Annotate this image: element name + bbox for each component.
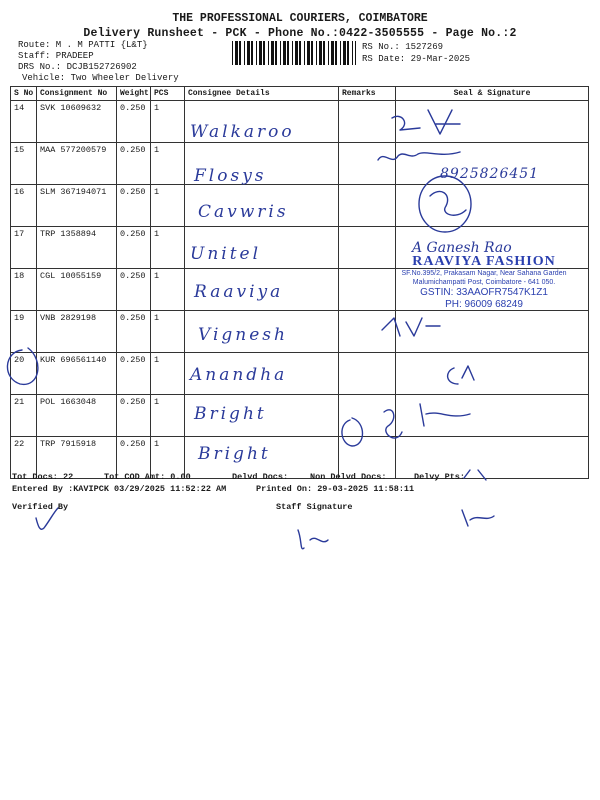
col-header-pcs: PCS xyxy=(151,87,185,101)
entered-by: Entered By :KAVIPCK 03/29/2025 11:52:22 AM xyxy=(12,484,227,494)
signature-row20 xyxy=(448,366,474,384)
pcs-cell: 1 xyxy=(151,185,185,227)
consignment-cell: SLM 367194071 xyxy=(37,185,117,227)
pcs-cell: 1 xyxy=(151,143,185,185)
sno-cell: 19 xyxy=(11,311,37,353)
col-header-sno: S No xyxy=(11,87,37,101)
weight-cell: 0.250 xyxy=(117,395,151,437)
handwritten-consignee: Raaviya xyxy=(194,282,284,302)
circle-mark-row20 xyxy=(7,348,37,384)
staff: Staff: PRADEEP xyxy=(18,51,94,61)
signature-row21 xyxy=(384,404,470,438)
sno-cell: 15 xyxy=(11,143,37,185)
weight-cell: 0.250 xyxy=(117,311,151,353)
pcs-cell: 1 xyxy=(151,227,185,269)
staff-signature-label: Staff Signature xyxy=(276,502,353,512)
printed-on: Printed On: 29-03-2025 11:58:11 xyxy=(256,484,415,494)
weight-cell: 0.250 xyxy=(117,437,151,479)
consignment-cell: KUR 696561140 xyxy=(37,353,117,395)
handwritten-phone: 8925826451 xyxy=(440,166,540,182)
handwritten-consignee: Unitel xyxy=(190,244,262,264)
runsheet-subtitle: Delivery Runsheet - PCK - Phone No.:0422-3505555 - Page No.:2 xyxy=(83,27,517,40)
handwritten-consignee: Bright xyxy=(194,404,267,424)
consignment-cell: TRP 1358894 xyxy=(37,227,117,269)
staff-signature xyxy=(298,530,328,549)
consignment-cell: MAA 577200579 xyxy=(37,143,117,185)
pcs-cell: 1 xyxy=(151,101,185,143)
sno-cell: 21 xyxy=(11,395,37,437)
consignment-cell: POL 1663048 xyxy=(37,395,117,437)
handwritten-consignee: Anandha xyxy=(190,365,288,385)
sno-cell: 22 xyxy=(11,437,37,479)
delivery-points: Delvy Pts: xyxy=(414,472,466,482)
handwritten-consignee: Flosys xyxy=(194,166,267,186)
drs-number: DRS No.: DCJB152726902 xyxy=(18,62,137,72)
stamp-gstin: GSTIN: 33AAOFR7547K1Z1 xyxy=(420,287,548,298)
handwritten-consignee: Cavwris xyxy=(198,202,289,222)
col-header-seal: Seal & Signature xyxy=(396,87,589,101)
verified-by-label: Verified By xyxy=(12,502,69,512)
pcs-cell: 1 xyxy=(151,311,185,353)
sno-cell: 16 xyxy=(11,185,37,227)
handwritten-consignee: Walkaroo xyxy=(190,122,295,142)
col-header-weight: Weight xyxy=(117,87,151,101)
route: Route: M . M PATTI {L&T} xyxy=(18,40,148,50)
round-seal xyxy=(419,176,471,232)
consignment-cell: TRP 7915918 xyxy=(37,437,117,479)
consignment-cell: VNB 2829198 xyxy=(37,311,117,353)
signature-row14 xyxy=(392,110,460,134)
weight-cell: 0.250 xyxy=(117,353,151,395)
pcs-cell: 1 xyxy=(151,395,185,437)
handwritten-consignee: Vignesh xyxy=(198,325,288,345)
col-header-remarks: Remarks xyxy=(339,87,396,101)
weight-cell: 0.250 xyxy=(117,185,151,227)
entered-mark xyxy=(464,470,486,480)
delivered-docs: Delvd Docs: xyxy=(232,472,289,482)
sno-cell: 18 xyxy=(11,269,37,311)
pcs-cell: 1 xyxy=(151,269,185,311)
right-signature xyxy=(462,510,494,526)
stamp-address-2: Malumichampatti Post, Coimbatore - 641 050. xyxy=(412,279,556,286)
rs-number: RS No.: 1527269 xyxy=(362,42,444,52)
stamp-phone: PH: 96009 68249 xyxy=(445,299,523,310)
sno-cell: 20 xyxy=(11,353,37,395)
weight-cell: 0.250 xyxy=(117,269,151,311)
signature-row15 xyxy=(378,152,460,160)
consignment-cell: CGL 10055159 xyxy=(37,269,117,311)
sno-cell: 17 xyxy=(11,227,37,269)
total-cod: Tot COD Amt: 0.00 xyxy=(104,472,191,482)
weight-cell: 0.250 xyxy=(117,143,151,185)
col-header-consignee: Consignee Details xyxy=(185,87,339,101)
handwritten-stamp-name: A Ganesh Rao xyxy=(412,240,512,256)
non-delivered-docs: Non Delvd Docs: xyxy=(310,472,387,482)
consignment-cell: SVK 10609632 xyxy=(37,101,117,143)
sno-cell: 14 xyxy=(11,101,37,143)
stamp-address-1: SF.No.395/2, Prakasam Nagar, Near Sahana Garden xyxy=(401,270,567,277)
col-header-consignment: Consignment No xyxy=(37,87,117,101)
total-docs: Tot Docs: 22 xyxy=(12,472,74,482)
company-title: THE PROFESSIONAL COURIERS, COIMBATORE xyxy=(172,12,428,25)
signature-row16 xyxy=(430,191,466,215)
circle-mark-row21 xyxy=(342,418,363,446)
weight-cell: 0.250 xyxy=(117,101,151,143)
pcs-cell: 1 xyxy=(151,437,185,479)
handwritten-consignee: Bright xyxy=(198,444,271,464)
vehicle: Vehicle: Two Wheeler Delivery xyxy=(22,73,179,83)
weight-cell: 0.250 xyxy=(117,227,151,269)
signature-row19 xyxy=(382,318,440,336)
stamp-business-name: RAAVIYA FASHION xyxy=(412,254,556,269)
pcs-cell: 1 xyxy=(151,353,185,395)
rs-date: RS Date: 29-Mar-2025 xyxy=(362,54,471,64)
